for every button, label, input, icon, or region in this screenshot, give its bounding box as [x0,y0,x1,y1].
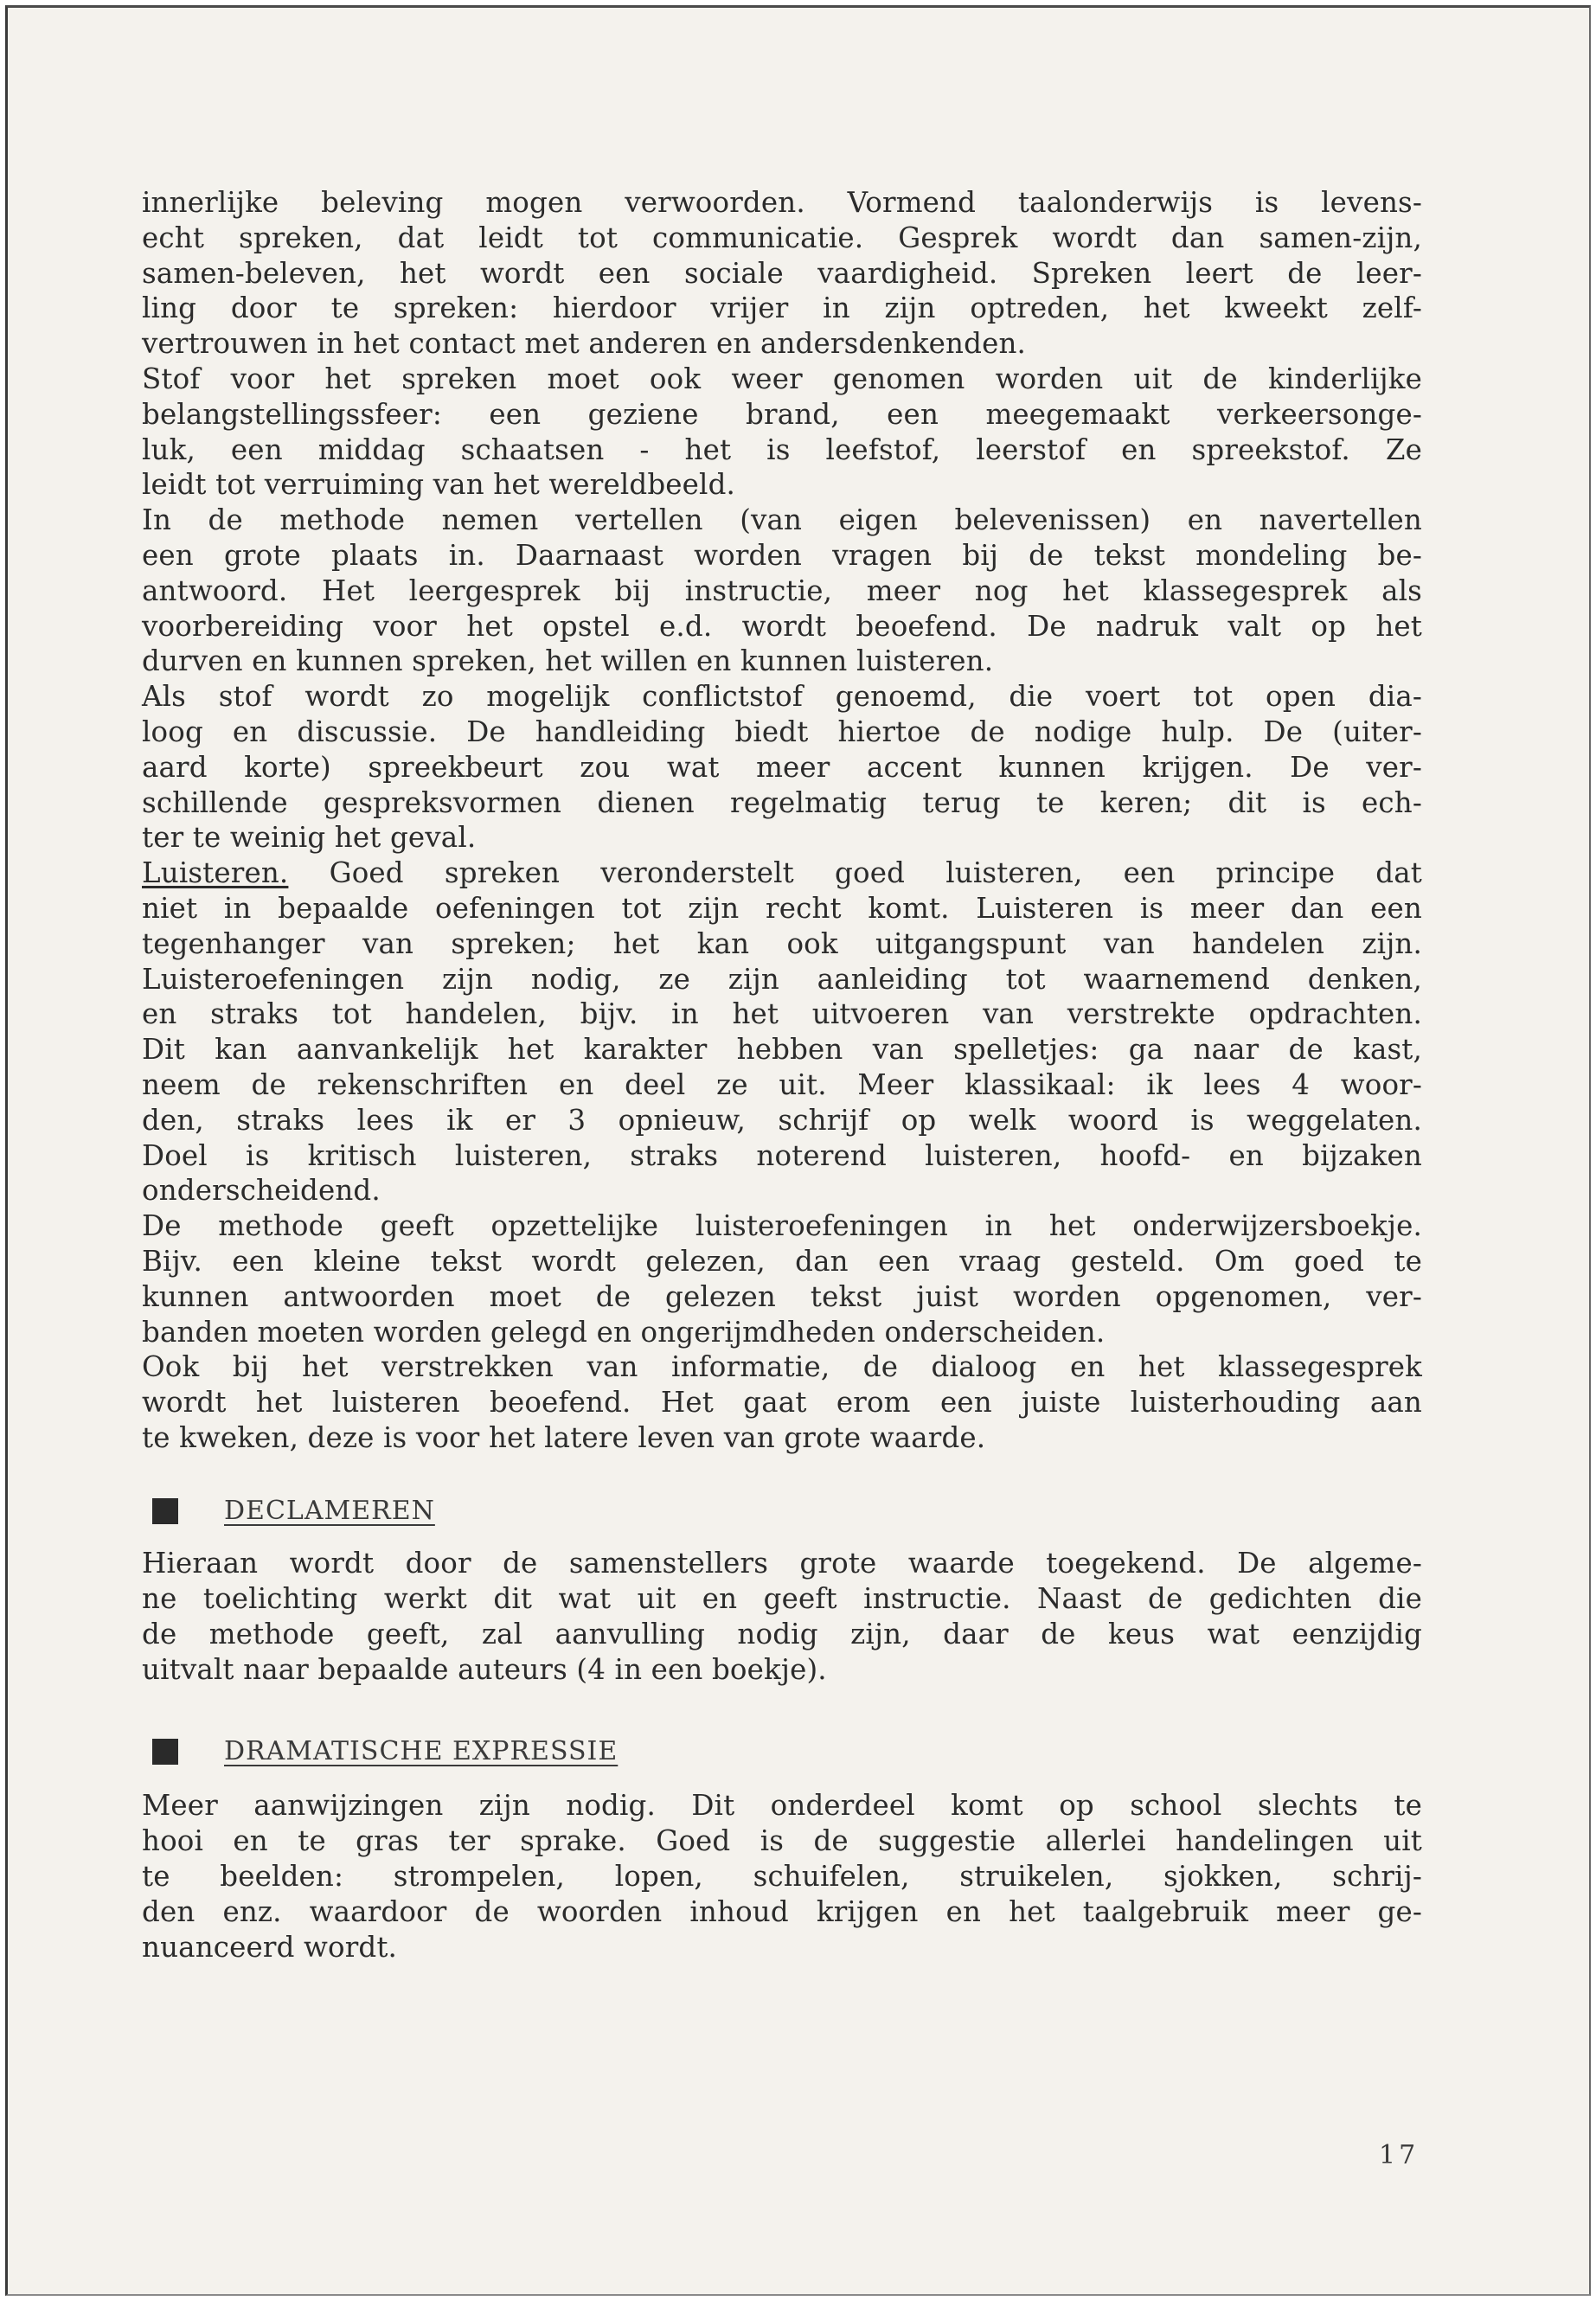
dramatische-header [152,1734,1422,1770]
text-line: ter te weinig het geval. [142,821,477,855]
intro-text-block [142,185,1422,856]
text-line: In de methode nemen vertellen (van eigen belevenissen) en navertellen [142,503,1422,537]
text-line: samen-beleven, het wordt een sociale vaardigheid. Spreken leert de leer- [142,256,1422,290]
text-line: te beelden: strompelen, lopen, schuifelen, struikelen, sjokken, schrij- [142,1860,1422,1894]
text-line: wordt het luisteren beoefend. Het gaat erom een juiste luisterhouding aan [142,1386,1422,1420]
dramatische-section [142,1734,1422,1965]
dramatische-body [142,1788,1422,1965]
text-line: een grote plaats in. Daarnaast worden vragen bij de tekst mondeling be- [142,538,1422,572]
text-line: durven en kunnen spreken, het willen en kunnen luisteren. [142,644,994,678]
text-line: ne toelichting werkt dit wat uit en geeft instructie. Naast de gedichten die [142,1582,1422,1616]
text-line: banden moeten worden gelegd en ongerijmdheden onderscheiden. [142,1315,1106,1349]
text-line: belangstellingssfeer: een geziene brand, een meegemaakt verkeersonge- [142,397,1422,431]
text-line: schillende gespreksvormen dienen regelmatig terug te keren; dit is ech- [142,785,1422,819]
text-line: leidt tot verruiming van het wereldbeeld. [142,468,736,502]
text-line: Stof voor het spreken moet ook weer genomen worden uit de kinderlijke [142,362,1422,395]
declameren-section [142,1494,1422,1688]
page-content [142,185,1422,1965]
text-line: Hieraan wordt door de samenstellers grote waarde toegekend. De algeme- [142,1547,1422,1580]
text-line: de methode geeft, zal aanvulling nodig zijn, daar de keus wat eenzijdig [142,1618,1422,1651]
dramatische-title: DRAMATISCHE EXPRESSIE [224,1735,619,1766]
text-line: luk, een middag schaatsen - het is leefstof, leerstof en spreekstof. Ze [142,433,1422,466]
text-line: ling door te spreken: hierdoor vrijer in zijn optreden, het kweekt zelf- [142,292,1422,325]
text-line: echt spreken, dat leidt tot communicatie. Gesprek wordt dan samen-zijn, [142,221,1422,254]
text-line: loog en discussie. De handleiding biedt hiertoe de nodige hulp. De (uiter- [142,715,1422,748]
text-line: te kweken, deze is voor het latere leven van grote waarde. [142,1420,986,1454]
text-line: Dit kan aanvankelijk het karakter hebben van spelletjes: ga naar de kast, [142,1033,1422,1067]
text-line: tegenhanger van spreken; het kan ook uitgangspunt van handelen zijn. [142,926,1422,960]
text-line: Als stof wordt zo mogelijk conflictstof genoemd, die voert tot open dia- [142,680,1422,714]
text-line: antwoord. Het leergesprek bij instructie, meer nog het klassegesprek als [142,574,1422,607]
luisteren-block [142,856,1422,1456]
square-bullet-icon [152,1498,178,1524]
declameren-title: DECLAMEREN [224,1495,435,1526]
text-line: voorbereiding voor het opstel e.d. wordt beoefend. De nadruk valt op het [142,609,1422,643]
text-line: vertrouwen in het contact met anderen en andersdenkenden. [142,327,1027,361]
text-line: hooi en te gras ter sprake. Goed is de suggestie allerlei handelingen uit [142,1824,1422,1858]
text-line: kunnen antwoorden moet de gelezen tekst juist worden opgenomen, ver- [142,1279,1422,1313]
luisteren-heading: Luisteren. [142,856,289,890]
declameren-header [152,1494,1422,1529]
luisteren-first-line: Goed spreken veronderstelt goed luisteren, een principe dat [288,856,1422,890]
text-line: innerlijke beleving mogen verwoorden. Vormend taalonderwijs is levens- [142,186,1422,219]
declameren-body [142,1546,1422,1687]
text-line: uitvalt naar bepaalde auteurs (4 in een boekje). [142,1652,827,1686]
text-line: neem de rekenschriften en deel ze uit. Meer klassikaal: ik lees 4 woor- [142,1067,1422,1101]
text-line: aard korte) spreekbeurt zou wat meer accent kunnen krijgen. De ver- [142,750,1422,784]
text-line: Ook bij het verstrekken van informatie, de dialoog en het klassegesprek [142,1350,1422,1384]
text-line: Meer aanwijzingen zijn nodig. Dit onderdeel komt op school slechts te [142,1789,1422,1823]
text-line: Luisteroefeningen zijn nodig, ze zijn aanleiding tot waarnemend denken, [142,962,1422,996]
text-line: en straks tot handelen, bijv. in het uitvoeren van verstrekte opdrachten. [142,997,1422,1031]
page-number: 17 [1379,2140,1420,2170]
text-line: Bijv. een kleine tekst wordt gelezen, dan een vraag gesteld. Om goed te [142,1244,1422,1278]
text-line: niet in bepaalde oefeningen tot zijn recht komt. Luisteren is meer dan een [142,891,1422,925]
text-line: onderscheidend. [142,1174,381,1208]
text-line: den, straks lees ik er 3 opnieuw, schrijf op welk woord is weggelaten. [142,1103,1422,1137]
text-line: De methode geeft opzettelijke luisteroefeningen in het onderwijzersboekje. [142,1209,1422,1243]
text-line [142,856,1422,891]
text-line: den enz. waardoor de woorden inhoud krijgen en het taalgebruik meer ge- [142,1894,1422,1928]
text-line: Doel is kritisch luisteren, straks noterend luisteren, hoofd- en bijzaken [142,1138,1422,1172]
square-bullet-icon [152,1739,178,1765]
text-line: nuanceerd wordt. [142,1930,398,1964]
document-page [5,5,1591,2296]
